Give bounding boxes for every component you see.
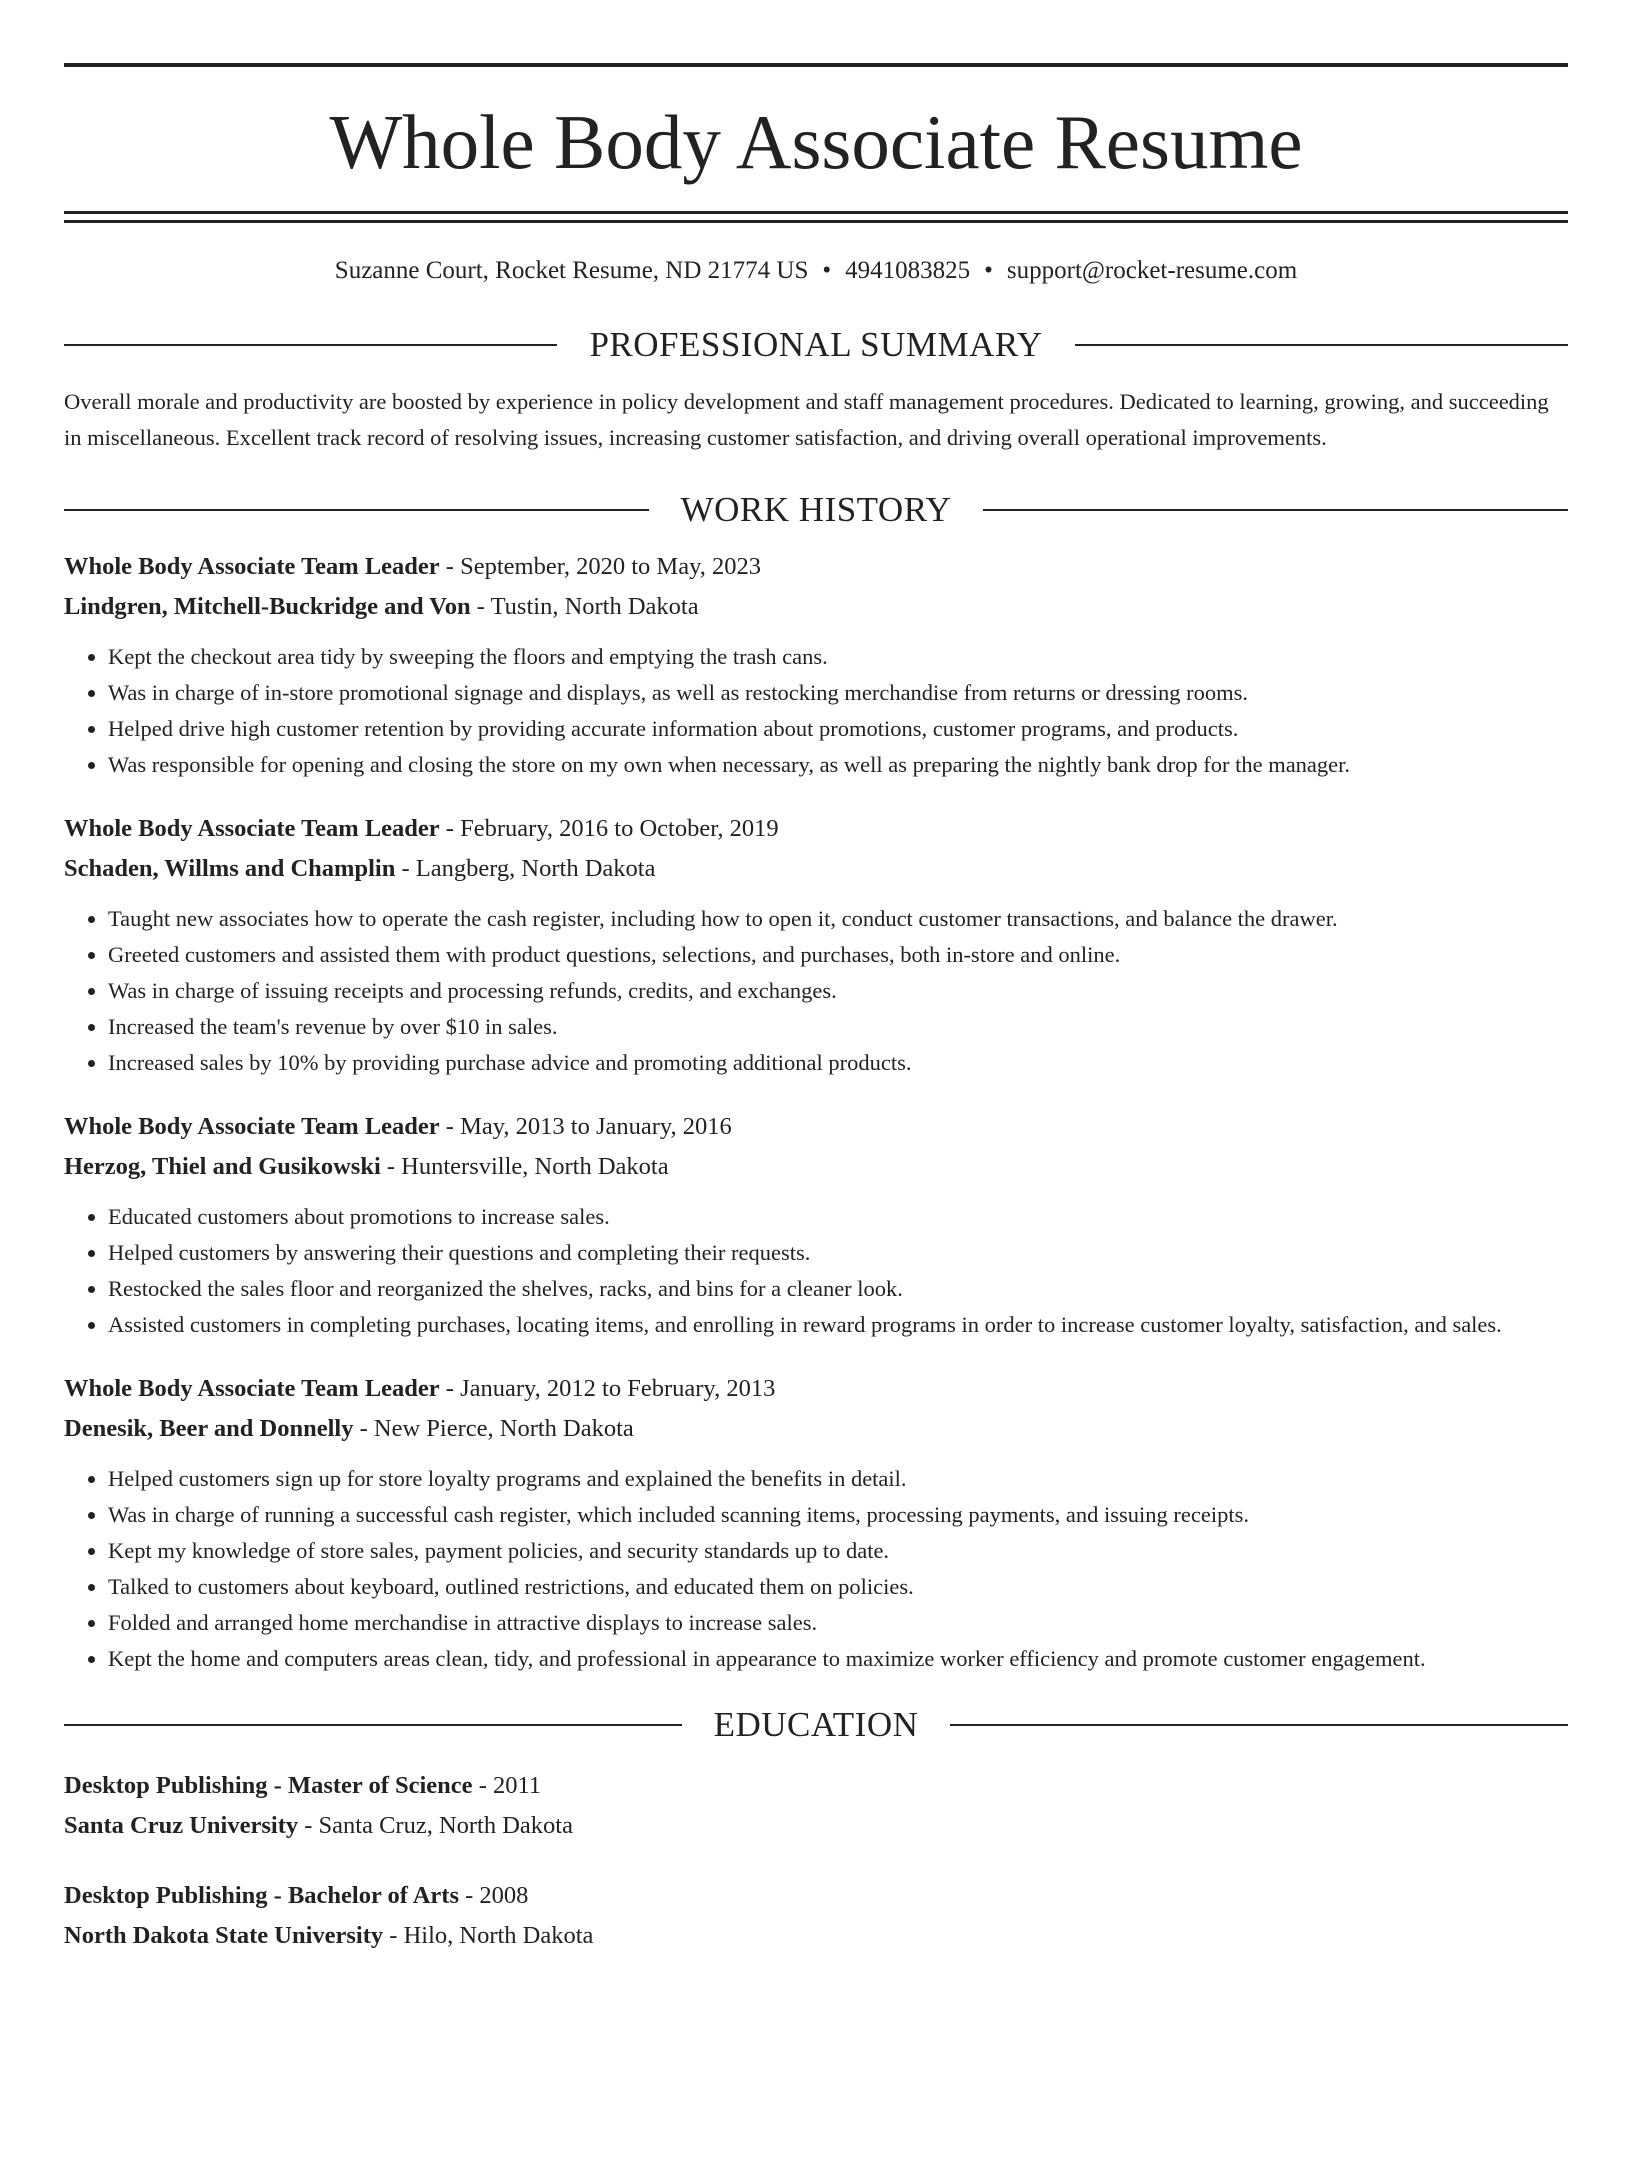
job-location: - Huntersville, North Dakota	[380, 1153, 669, 1180]
job-company: Schaden, Willms and Champlin	[64, 855, 396, 882]
job-bullet: • Greeted customers and assisted them with product questions, selections, and purchases, both in-store and online.	[108, 937, 1568, 973]
job-company: Denesik, Beer and Donnelly	[64, 1415, 354, 1442]
job-bullet: • Talked to customers about keyboard, outlined restrictions, and educated them on policies.	[108, 1569, 1568, 1605]
job-bullet: • Kept the checkout area tidy by sweeping the floors and emptying the trash cans.	[108, 639, 1568, 675]
contact-line	[64, 258, 1568, 283]
job-company-line	[64, 849, 1568, 889]
education-list	[64, 1766, 1568, 1956]
heading-rule-right	[983, 509, 1568, 511]
job-bullet: • Was responsible for opening and closing the store on my own when necessary, as well as preparing the nightly bank drop for the manager.	[108, 747, 1568, 783]
school-location: - Santa Cruz, North Dakota	[298, 1812, 573, 1839]
job-bullet: • Increased the team's revenue by over $10 in sales.	[108, 1009, 1568, 1045]
contact-email: support@rocket-resume.com	[1006, 257, 1298, 284]
job-bullet: • Kept my knowledge of store sales, payment policies, and security standards up to date.	[108, 1533, 1568, 1569]
job-title: Whole Body Associate Team Leader	[64, 1375, 440, 1402]
degree-year: - 2008	[459, 1882, 529, 1909]
school-location: - Hilo, North Dakota	[383, 1922, 594, 1949]
job-title-line	[64, 1369, 1568, 1409]
job-bullet-list	[64, 901, 1568, 1081]
work-history-list	[64, 547, 1568, 1677]
degree-year: - 2011	[472, 1772, 542, 1799]
job-bullet-list	[64, 1199, 1568, 1343]
contact-separator: •	[984, 257, 993, 284]
school: North Dakota State University	[64, 1922, 384, 1949]
education-entry	[64, 1766, 1568, 1846]
education-heading-label: EDUCATION	[713, 1705, 919, 1744]
job-bullet: • Assisted customers in completing purchases, locating items, and enrolling in reward programs in order to increase customer loyalty, satisfaction, and sales.	[108, 1307, 1568, 1343]
summary-section-heading	[64, 327, 1568, 362]
job-title: Whole Body Associate Team Leader	[64, 1113, 440, 1140]
heading-rule-left	[64, 1724, 682, 1726]
degree-line	[64, 1766, 1568, 1806]
job-bullet: • Helped customers sign up for store loyalty programs and explained the benefits in detail.	[108, 1461, 1568, 1497]
job-bullet: • Was in charge of issuing receipts and processing refunds, credits, and exchanges.	[108, 973, 1568, 1009]
job-bullet-list	[64, 639, 1568, 783]
job-title-line	[64, 1107, 1568, 1147]
work-section-heading	[64, 492, 1568, 527]
title-double-rule	[64, 211, 1568, 223]
job-dates: - May, 2013 to January, 2016	[439, 1113, 732, 1140]
work-entry	[64, 809, 1568, 1081]
education-entry	[64, 1876, 1568, 1956]
job-dates: - September, 2020 to May, 2023	[439, 553, 761, 580]
job-bullet: • Helped customers by answering their questions and completing their requests.	[108, 1235, 1568, 1271]
work-entry	[64, 1369, 1568, 1677]
contact-phone: 4941083825	[845, 257, 971, 284]
school-line	[64, 1916, 1568, 1956]
job-company-line	[64, 587, 1568, 627]
heading-rule-left	[64, 509, 649, 511]
school-line	[64, 1806, 1568, 1846]
resume-page	[0, 63, 1632, 2175]
job-bullet: • Restocked the sales floor and reorganized the shelves, racks, and bins for a cleaner look.	[108, 1271, 1568, 1307]
degree-line	[64, 1876, 1568, 1916]
resume-title: Whole Body Associate Resume	[329, 99, 1303, 185]
heading-rule-left	[64, 344, 557, 346]
job-bullet: • Folded and arranged home merchandise in attractive displays to increase sales.	[108, 1605, 1568, 1641]
contact-separator: •	[822, 257, 832, 284]
job-location: - Langberg, North Dakota	[395, 855, 656, 882]
heading-rule-right	[950, 1724, 1568, 1726]
job-title-line	[64, 809, 1568, 849]
job-location: - New Pierce, North Dakota	[353, 1415, 634, 1442]
heading-rule-right	[1075, 344, 1568, 346]
job-title: Whole Body Associate Team Leader	[64, 553, 440, 580]
work-entry	[64, 1107, 1568, 1343]
job-bullet-list	[64, 1461, 1568, 1677]
job-bullet: • Educated customers about promotions to increase sales.	[108, 1199, 1568, 1235]
education-section-heading	[64, 1707, 1568, 1742]
summary-heading-label: PROFESSIONAL SUMMARY	[589, 325, 1043, 364]
top-rule	[64, 63, 1568, 67]
job-bullet: • Helped drive high customer retention by providing accurate information about promotions, customer programs, and products.	[108, 711, 1568, 747]
work-entry	[64, 547, 1568, 783]
job-location: - Tustin, North Dakota	[470, 593, 699, 620]
job-dates: - February, 2016 to October, 2019	[439, 815, 779, 842]
job-company-line	[64, 1409, 1568, 1449]
summary-text: Overall morale and productivity are boosted by experience in policy development and staff management procedures. Dedicated to learning, growing, and succeeding in miscellaneous. Excellent track record of resolving issues, increasing customer satisfaction, and driving overall operational improvements.	[64, 389, 1549, 450]
job-bullet: • Was in charge of in-store promotional signage and displays, as well as restocking merchandise from returns or dressing rooms.	[108, 675, 1568, 711]
job-dates: - January, 2012 to February, 2013	[439, 1375, 776, 1402]
work-heading-label: WORK HISTORY	[680, 490, 952, 529]
job-company: Herzog, Thiel and Gusikowski	[64, 1153, 381, 1180]
job-company-line	[64, 1147, 1568, 1187]
degree: Desktop Publishing - Master of Science	[64, 1772, 473, 1799]
job-bullet: • Was in charge of running a successful cash register, which included scanning items, processing payments, and issuing receipts.	[108, 1497, 1568, 1533]
job-title-line	[64, 547, 1568, 587]
job-bullet: • Kept the home and computers areas clean, tidy, and professional in appearance to maximize worker efficiency and promote customer engagement.	[108, 1641, 1568, 1677]
contact-address: Suzanne Court, Rocket Resume, ND 21774 US	[334, 257, 809, 284]
job-bullet: • Taught new associates how to operate the cash register, including how to open it, conduct customer transactions, and balance the drawer.	[108, 901, 1568, 937]
job-title: Whole Body Associate Team Leader	[64, 815, 440, 842]
job-company: Lindgren, Mitchell-Buckridge and Von	[64, 593, 471, 620]
school: Santa Cruz University	[64, 1812, 299, 1839]
job-bullet: • Increased sales by 10% by providing purchase advice and promoting additional products.	[108, 1045, 1568, 1081]
degree: Desktop Publishing - Bachelor of Arts	[64, 1882, 459, 1909]
